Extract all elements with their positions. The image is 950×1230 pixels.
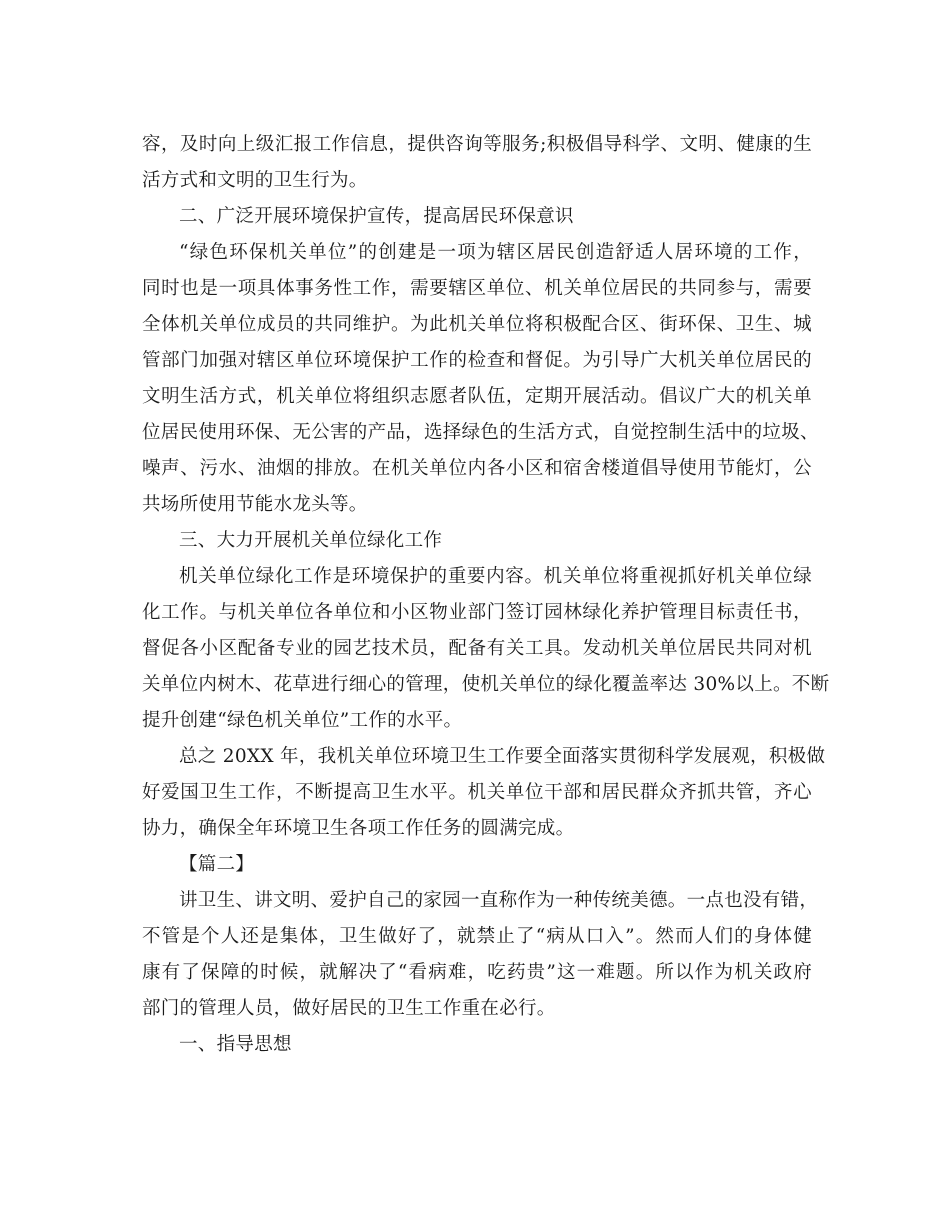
text-line: 关单位内树木、花草进行细心的管理，使机关单位的绿化覆盖率达 30%以上。不断 — [142, 674, 830, 695]
paragraph-continuation — [142, 127, 812, 199]
paragraph-greening — [142, 559, 830, 739]
text-line: 化工作。与机关单位各单位和小区物业部门签订园林绿化养护管理目标责任书， — [142, 602, 812, 623]
text-line: 活方式和文明的卫生行为。 — [142, 170, 368, 191]
text-line: 讲卫生、讲文明、爱护自己的家园一直称作为一种传统美德。一点也没有错， — [179, 890, 819, 911]
paragraph-hygiene — [142, 883, 819, 1027]
text-line: 康有了保障的时候，就解决了“看病难，吃药贵”这一难题。所以作为机关政府 — [142, 962, 812, 983]
text-line: 管部门加强对辖区单位环境保护工作的检查和督促。为引导广大机关单位居民的 — [142, 350, 812, 371]
section-heading-guiding — [142, 1027, 812, 1063]
text-line: 总之 20XX 年，我机关单位环境卫生工作要全面落实贯彻科学发展观，积极做 — [179, 746, 826, 767]
heading-text: 二、广泛开展环境保护宣传，提高居民环保意识 — [179, 206, 574, 227]
text-line: 协力，确保全年环境卫生各项工作任务的圆满完成。 — [142, 818, 575, 839]
text-line: 同时也是一项具体事务性工作，需要辖区单位、机关单位居民的共同参与，需要 — [142, 278, 812, 299]
text-line: “绿色环保机关单位”的创建是一项为辖区居民创造舒适人居环境的工作， — [179, 242, 812, 263]
paragraph-summary — [142, 739, 826, 847]
heading-text: 三、大力开展机关单位绿化工作 — [179, 530, 443, 551]
section-heading-3 — [142, 523, 812, 559]
text-line: 全体机关单位成员的共同维护。为此机关单位将积极配合区、街环保、卫生、城 — [142, 314, 812, 335]
paragraph-green-unit — [142, 235, 819, 523]
heading-text: 一、指导思想 — [179, 1034, 292, 1055]
text-line: 共场所使用节能水龙头等。 — [142, 494, 368, 515]
text-line: 不管是个人还是集体，卫生做好了，就禁止了“病从口入”。然而人们的身体健 — [142, 926, 812, 947]
text-line: 好爱国卫生工作，不断提高卫生水平。机关单位干部和居民群众齐抓共管，齐心 — [142, 782, 812, 803]
section-marker — [142, 847, 812, 883]
document-body — [142, 127, 830, 1063]
text-line: 文明生活方式，机关单位将组织志愿者队伍，定期开展活动。倡议广大的机关单 — [142, 386, 812, 407]
section-heading-2 — [142, 199, 812, 235]
text-line: 容，及时向上级汇报工作信息，提供咨询等服务;积极倡导科学、文明、健康的生 — [142, 134, 812, 155]
text-line: 督促各小区配备专业的园艺技术员，配备有关工具。发动机关单位居民共同对机 — [142, 638, 812, 659]
text-line: 提升创建“绿色机关单位”工作的水平。 — [142, 710, 463, 731]
text-line: 噪声、污水、油烟的排放。在机关单位内各小区和宿舍楼道倡导使用节能灯，公 — [142, 458, 812, 479]
text-line: 位居民使用环保、无公害的产品，选择绿色的生活方式，自觉控制生活中的垃圾、 — [142, 422, 819, 443]
section-marker-text: 【篇二】 — [179, 854, 255, 875]
text-line: 机关单位绿化工作是环境保护的重要内容。机关单位将重视抓好机关单位绿 — [179, 566, 812, 587]
text-line: 部门的管理人员，做好居民的卫生工作重在必行。 — [142, 998, 556, 1019]
